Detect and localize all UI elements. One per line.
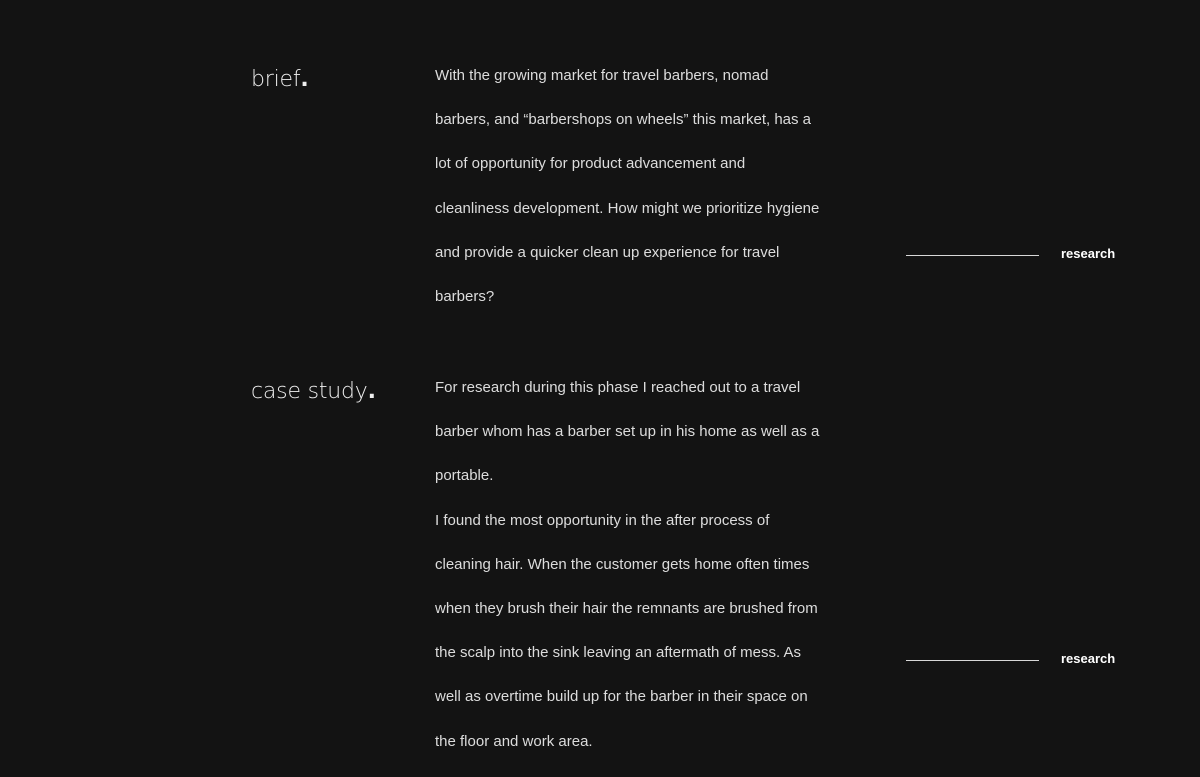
case-study-line: I found the most opportunity in the after process of [435,511,770,529]
brief-line: barbers, and “barbershops on wheels” this market, has a [435,111,812,129]
brief-line: With the growing market for travel barbers, nomad [435,67,769,84]
brief-line: barbers? [435,288,495,306]
case-study-body [435,366,835,764]
case-study-line: the scalp into the sink leaving an aftermath of mess. As [435,644,802,662]
case-study-line: portable. [435,467,494,485]
brief-research-label: research [1061,246,1116,261]
case-study-heading-period: . [367,379,376,404]
brief-line: cleanliness development. How might we prioritize hygiene [435,199,820,217]
case-study-line: barber whom has a barber set up in his home as well as a [435,423,820,441]
case-study-heading-text: case study [251,379,368,404]
case-study-line: when they brush their hair the remnants are brushed from [435,600,818,618]
case-study-research-rule [906,660,1039,661]
brief-line: and provide a quicker clean up experience for travel [435,243,780,261]
brief-heading [251,67,309,93]
brief-line: lot of opportunity for product advancement and [435,155,746,173]
case-study-line: the floor and work area. [435,732,593,750]
brief-heading-text: brief [251,67,301,92]
case-study-research-link[interactable] [906,650,1126,670]
case-study-line: cleaning hair. When the customer gets home often times [435,555,810,573]
brief-research-link[interactable] [906,245,1126,265]
case-study-line: well as overtime build up for the barber in their space on [435,688,808,706]
brief-research-rule [906,255,1039,256]
case-study-heading [251,379,376,405]
brief-body [435,54,835,319]
brief-heading-period: . [300,67,309,92]
case-study-research-label: research [1061,651,1116,666]
case-study-line: For research during this phase I reached out to a travel [435,379,801,396]
